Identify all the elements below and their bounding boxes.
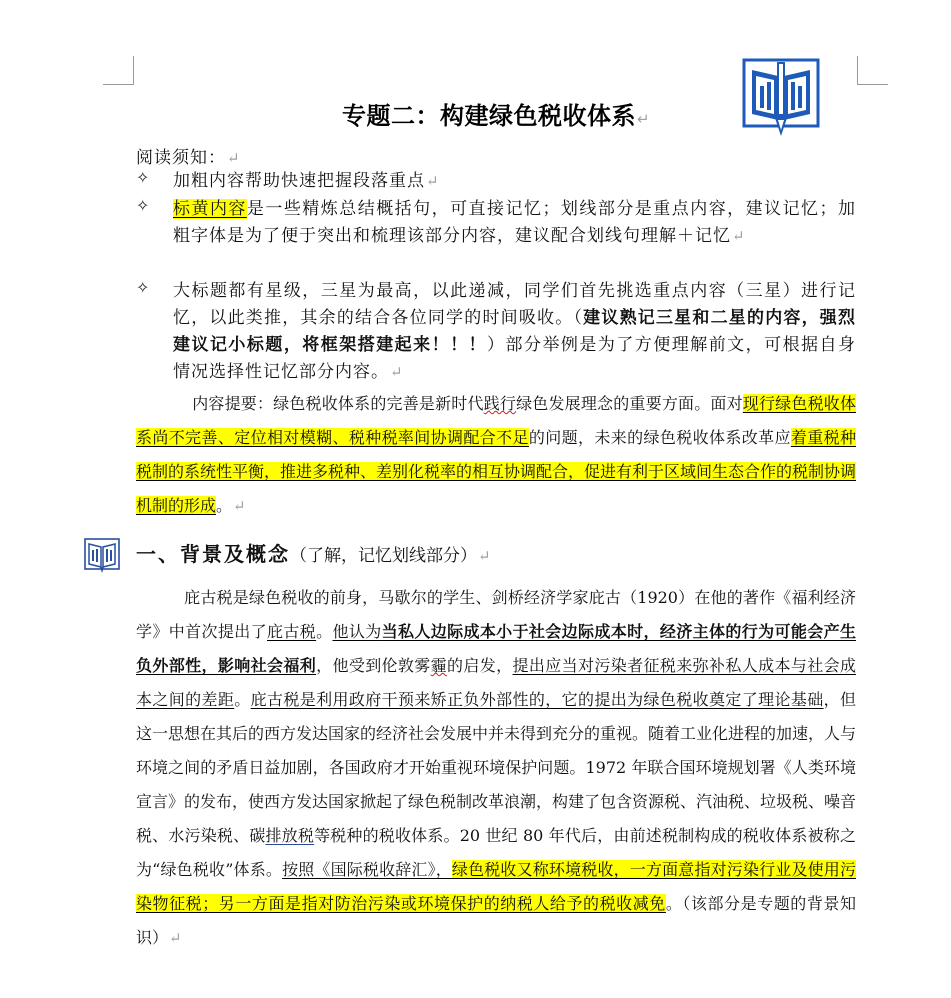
- highlighted-example: 标黄内容: [173, 199, 247, 219]
- summary-highlight-2: 着重税种税制的系统性平衡，推进多税种、差别化税率的相互协调配合，促进有利于区域间生态合作的税制协调机制的形成: [136, 428, 857, 515]
- notice-item-1-text: 加粗内容帮助快速把握段落重点: [173, 171, 425, 191]
- body-underline-4: 庇古税是利用政府干预来矫正负外部性的，它的提出为绿色税收奠定了理论基础: [250, 690, 824, 709]
- section-1-heading: [136, 538, 491, 567]
- notice-heading-text: 阅读须知：: [136, 148, 226, 168]
- paragraph-mark: ↵: [169, 929, 182, 947]
- body-highlight-3: 绿色税收又称环境税收，一方面意指对污染行业及使用污染物征税；另一方面是指对防治污染或环境保护的纳税人给予的税收减免: [136, 860, 856, 913]
- body-underline-3: 提出应当对污染者征税来弥补私人成本与社会成本之间的差距: [136, 656, 856, 709]
- document-title: [136, 96, 856, 131]
- body-spellcheck-word: 霾: [430, 656, 448, 675]
- section-1-note: （了解，记忆划线部分）: [290, 546, 477, 566]
- paragraph-mark: ↵: [227, 149, 241, 167]
- summary-spellcheck-word: 践行: [483, 394, 517, 413]
- paragraph-mark: ↵: [636, 110, 651, 128]
- document-title-text: 专题二：构建绿色税收体系: [341, 102, 636, 130]
- notice-item-2: [136, 196, 856, 250]
- summary-text-4: 。: [216, 496, 233, 515]
- notice-item-3-text-a: 大标题都有星级，三星为最高，以此递减，同学们首先挑选重点内容（三星）进行记忆，以此类推，其余的结合各位同学的时间吸收。（: [173, 281, 856, 328]
- notice-item-3-bold: 建议熟记三星和二星的内容，强烈建议记小标题，将框架搭建起来！！！: [173, 308, 857, 355]
- body-paragraph: [136, 581, 856, 955]
- body-text-5: ，但这一思想在其后的西方发达国家的经济社会发展中并未得到充分的重视。随着工业化进程的加速，人与环境之间的矛盾日益加剧，各国政府才开始重视环境保护问题。1972 年联合国环境规划署《人类环境宣言》的发布，使西方发达国家掀起了绿色税制改革浪潮，构建了包含资源税、汽油税、垃圾税、噪音税、水污染税、碳: [136, 690, 857, 845]
- diamond-bullet-icon: ✧: [136, 168, 151, 187]
- body-text-6: 等税种的税收体系。20 世纪 80 年代后，由前述税制构成的税收体系被称之为“绿色税收”体系。: [136, 826, 856, 879]
- body-underline-5: 按照《国际税收辞汇》，: [282, 860, 452, 879]
- crop-mark-top-right-vertical: [857, 56, 858, 85]
- body-text-4: 。: [234, 690, 251, 709]
- paragraph-mark: ↵: [732, 227, 746, 245]
- crop-mark-top-left-horizontal: [103, 84, 134, 85]
- body-text-1: 庇古税是绿色税收的前身，马歇尔的学生、剑桥经济学家庇古（1920）在他的著作《福利经济学》中首次提出了: [136, 588, 856, 641]
- notice-item-2-text: 是一些精炼总结概括句，可直接记忆；划线部分是重点内容，建议记忆；加粗字体是为了便于突出和梳理该部分内容，建议配合划线句理解＋记忆: [173, 199, 857, 246]
- paragraph-mark: ↵: [426, 172, 440, 190]
- notice-item-3: [136, 278, 856, 386]
- summary-paragraph: [136, 387, 856, 523]
- summary-text-1: 内容提要：绿色税收体系的完善是新时代: [192, 394, 484, 413]
- body-grammar-underline: 排放税: [265, 826, 315, 845]
- body-text-2: 。: [316, 622, 333, 641]
- diamond-bullet-icon: ✧: [136, 196, 151, 215]
- body-text-7: 。（该部分是专题的背景知识）: [136, 894, 856, 947]
- summary-highlight-1: 现行绿色税收体系尚不完善、定位相对模糊、税种税率间协调配合不足: [136, 394, 856, 447]
- summary-text-2: 绿色发展理念的重要方面。面对: [516, 394, 743, 413]
- paragraph-mark: ↵: [233, 497, 246, 515]
- body-underline-pigou-tax: 庇古税: [266, 622, 317, 641]
- crop-mark-top-left-vertical: [133, 56, 134, 85]
- body-underline-he-thinks: 他认为: [332, 622, 382, 641]
- body-text-3: ，他受到伦敦雾: [316, 656, 431, 675]
- notice-item-3-text-b: ）部分举例是为了方便理解前文，可根据自身情况选择性记忆部分内容。: [173, 335, 857, 382]
- body-text-3b: 的启发，: [447, 656, 513, 675]
- paragraph-mark: ↵: [478, 547, 491, 565]
- paragraph-mark: ↵: [390, 363, 404, 381]
- crop-mark-top-right-horizontal: [858, 84, 888, 85]
- section-1-title: 一、背景及概念: [136, 542, 290, 566]
- notice-item-1: [136, 168, 856, 195]
- notice-heading: [136, 143, 241, 168]
- body-bold-underline-1: 当私人边际成本小于社会边际成本时，经济主体的行为可能会产生负外部性，影响社会福利: [136, 622, 856, 675]
- book-icon: [84, 538, 120, 574]
- diamond-bullet-icon: ✧: [136, 278, 151, 297]
- summary-text-3: 的问题，未来的绿色税收体系改革应: [528, 428, 791, 447]
